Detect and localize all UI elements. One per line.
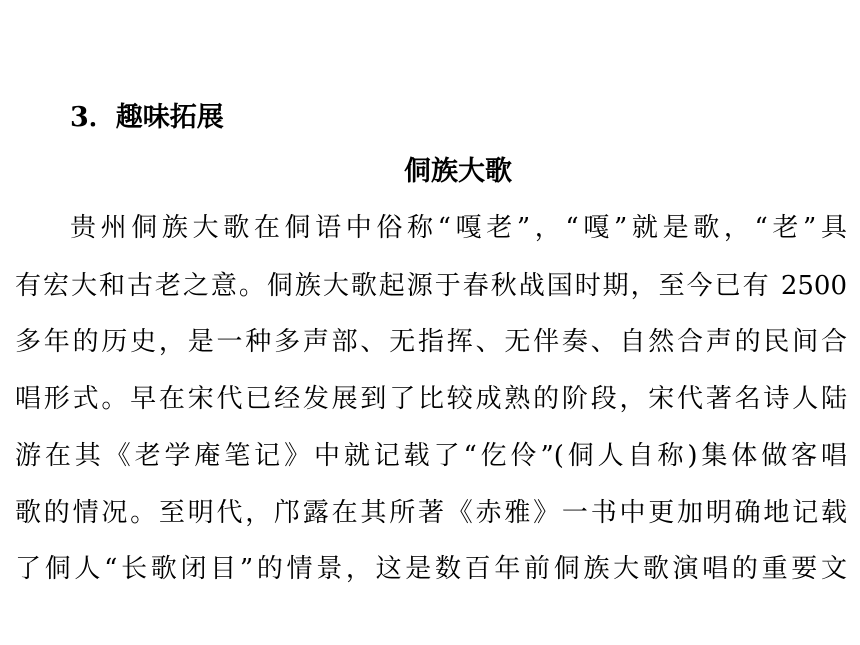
paragraph-line: 多年的历史，是一种多声部、无指挥、无伴奏、自然合声的民间合 <box>15 327 847 357</box>
paragraph-line: 了侗人“长歌闭目”的情景，这是数百年前侗族大歌演唱的重要文 <box>15 554 847 584</box>
paragraph-line: 贵州侗族大歌在侗语中俗称“嘎老”，“嘎”就是歌，“老”具 <box>70 213 847 243</box>
article-title <box>0 152 860 192</box>
article-title-text: 侗族大歌 <box>404 156 512 187</box>
section-heading: 3．趣味拓展 <box>70 102 224 133</box>
paragraph-line: 游在其《老学庵笔记》中就记载了“仡伶”(侗人自称)集体做客唱 <box>15 441 847 471</box>
paragraph-line: 有宏大和古老之意。侗族大歌起源于春秋战国时期，至今已有 2500 <box>15 271 847 301</box>
paragraph-line: 歌的情况。至明代，邝露在其所著《赤雅》一书中更加明确地记载 <box>15 498 847 528</box>
paragraph-line: 唱形式。早在宋代已经发展到了比较成熟的阶段，宋代著名诗人陆 <box>15 384 847 414</box>
